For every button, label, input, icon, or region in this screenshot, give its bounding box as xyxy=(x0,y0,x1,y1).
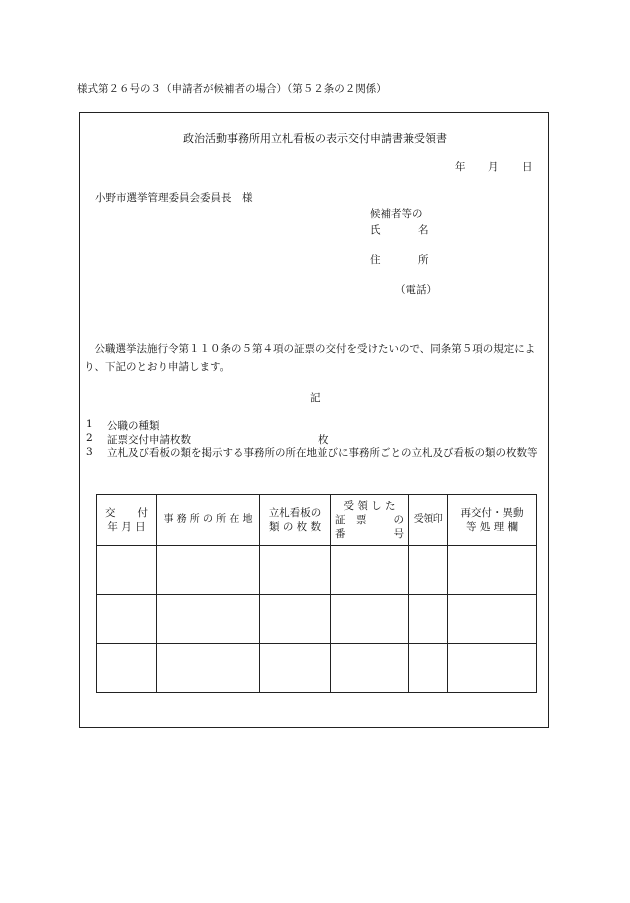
name-label-1: 氏 xyxy=(370,224,381,236)
header-certificate-number-part: の xyxy=(393,514,404,526)
registry-table xyxy=(96,494,537,693)
header-sign-count-part: 立札看板の xyxy=(268,507,322,519)
table-cell[interactable] xyxy=(409,644,448,693)
table-row xyxy=(97,595,537,644)
table-cell[interactable] xyxy=(97,595,157,644)
item-number: 3 xyxy=(86,446,93,458)
table-cell[interactable] xyxy=(97,644,157,693)
phone-label: （電話） xyxy=(395,284,437,296)
header-issue-date-part: 交 xyxy=(105,507,116,519)
table-cell[interactable] xyxy=(331,595,409,644)
header-certificate-number-part: 番 xyxy=(335,528,346,540)
header-sign-count-part: 類 の 枚 数 xyxy=(268,521,321,533)
table-cell[interactable] xyxy=(260,644,331,693)
header-issue-date xyxy=(97,495,157,546)
candidate-label: 候補者等の xyxy=(370,208,423,220)
header-office-location-text: 事 務 所 の 所 在 地 xyxy=(163,514,253,525)
item-number: 2 xyxy=(86,432,93,444)
header-issue-date-part: 付 xyxy=(137,507,148,519)
body-text: 公職選挙法施行令第１１０条の５第４項の証票の交付を受けたいので、同条第５項の規定により、下記のとおり申請します。 xyxy=(84,343,536,373)
table-row xyxy=(97,546,537,595)
table-cell[interactable] xyxy=(157,595,260,644)
table-cell[interactable] xyxy=(448,595,537,644)
header-reissue-notes xyxy=(448,495,537,546)
table-row xyxy=(97,644,537,693)
header-certificate-number-part: 証 票 xyxy=(335,514,367,526)
address-label-1: 住 xyxy=(370,254,381,266)
addressee: 小野市選挙管理委員会委員長 様 xyxy=(95,192,253,204)
form-number: 様式第２６号の３（申請者が候補者の場合）（第５２条の２関係） xyxy=(77,83,387,95)
table-cell[interactable] xyxy=(331,546,409,595)
header-reissue-notes-part: 等 処 理 欄 xyxy=(465,521,518,533)
header-sign-count xyxy=(260,495,331,546)
table-cell[interactable] xyxy=(331,644,409,693)
table-cell[interactable] xyxy=(448,546,537,595)
table-header-row xyxy=(97,495,537,546)
item-suffix: 枚 xyxy=(318,434,329,446)
item-text: 証票交付申請枚数 xyxy=(107,434,191,446)
table-cell[interactable] xyxy=(157,546,260,595)
table-cell[interactable] xyxy=(157,644,260,693)
header-issue-date-part: 年 月 日 xyxy=(107,521,146,533)
item-number: 1 xyxy=(86,418,93,430)
table-cell[interactable] xyxy=(260,595,331,644)
date-month-label: 月 xyxy=(488,161,499,173)
header-reissue-notes-part: 再交付・異動 xyxy=(460,507,524,519)
ki-label: 記 xyxy=(310,392,321,404)
header-certificate-number-part: 受 領 し た xyxy=(343,500,396,512)
item-text: 公職の種類 xyxy=(107,420,160,432)
table-cell[interactable] xyxy=(97,546,157,595)
name-label-2: 名 xyxy=(418,224,429,236)
table-cell[interactable] xyxy=(409,595,448,644)
header-certificate-number xyxy=(331,495,409,546)
form-title: 政治活動事務所用立札看板の表示交付申請書兼受領書 xyxy=(183,132,447,145)
table-cell[interactable] xyxy=(260,546,331,595)
table-cell[interactable] xyxy=(448,644,537,693)
header-receipt-seal-text: 受領印 xyxy=(413,514,443,525)
date-year-label: 年 xyxy=(455,161,466,173)
header-office-location xyxy=(157,495,260,546)
header-certificate-number-part: 号 xyxy=(393,528,404,540)
header-receipt-seal xyxy=(409,495,448,546)
item-text: 立札及び看板の類を掲示する事務所の所在地並びに事務所ごとの立札及び看板の類の枚数等 xyxy=(107,447,538,459)
date-day-label: 日 xyxy=(522,161,533,173)
address-label-2: 所 xyxy=(418,254,429,266)
table-cell[interactable] xyxy=(409,546,448,595)
